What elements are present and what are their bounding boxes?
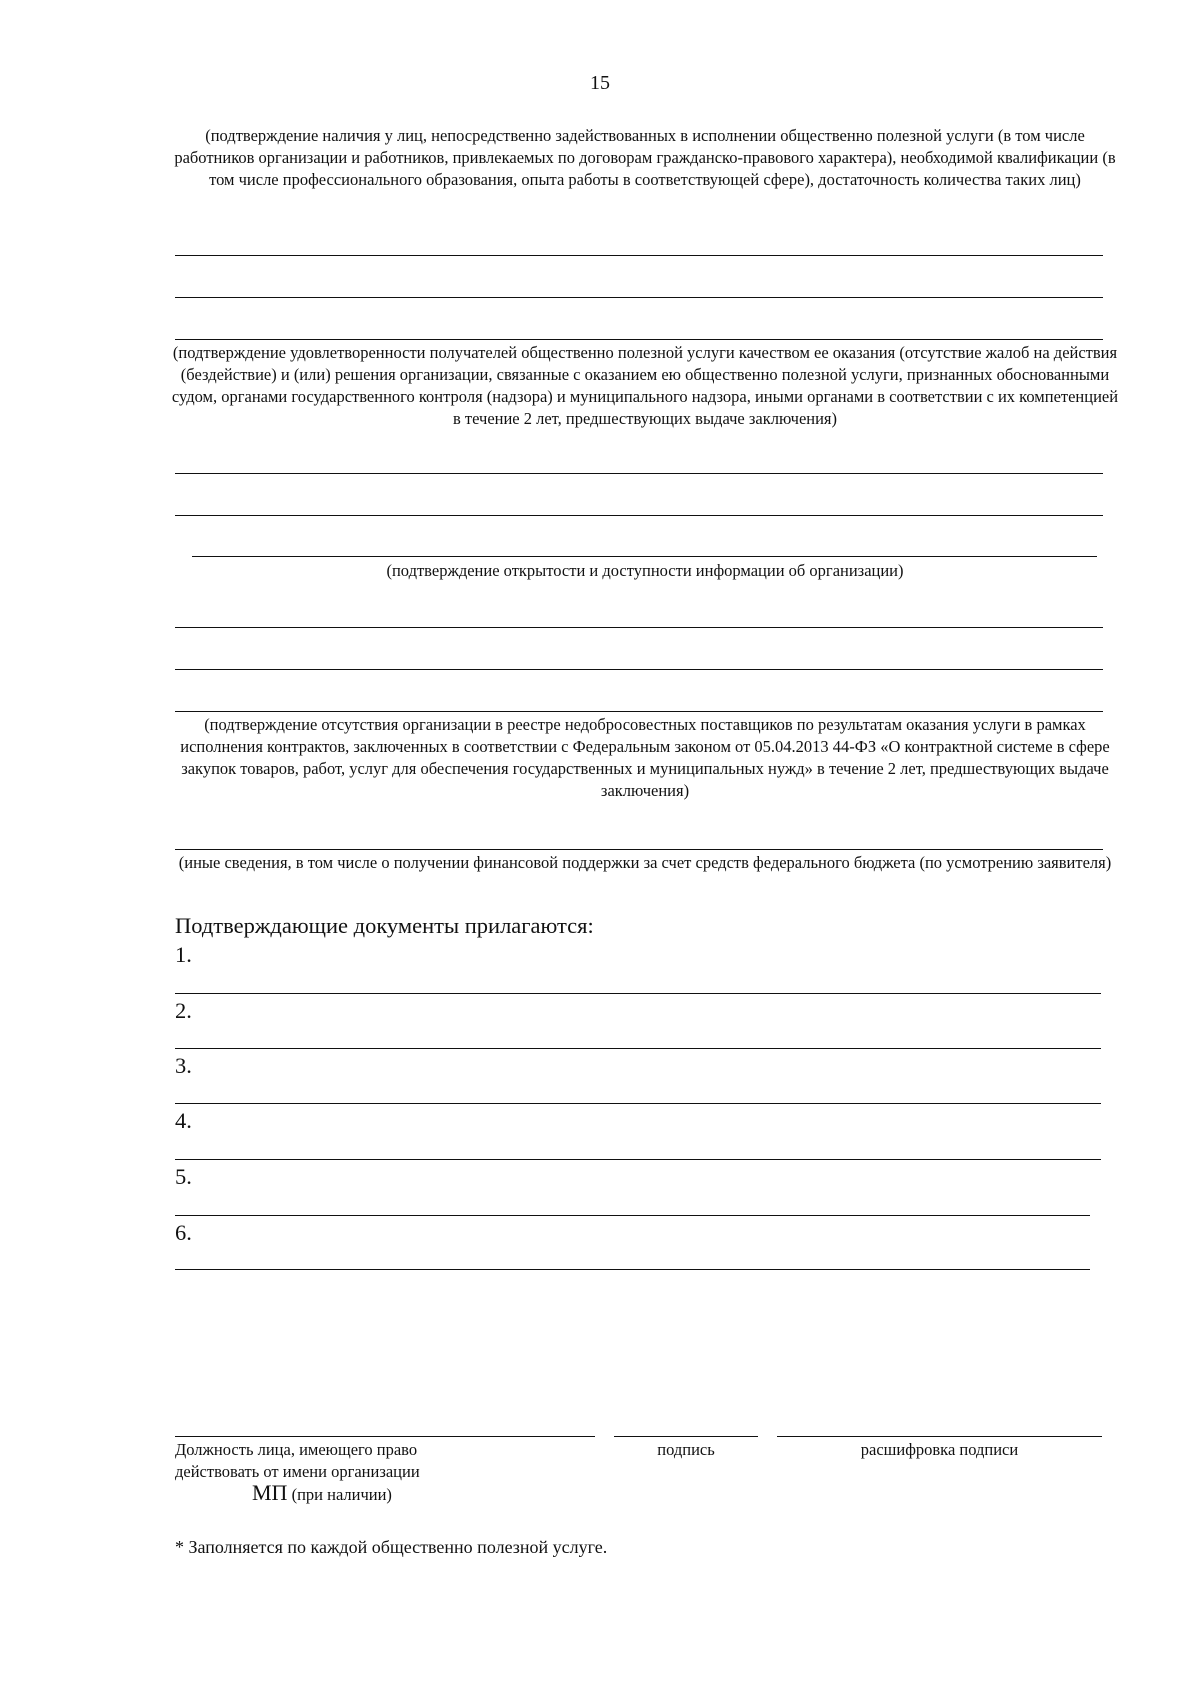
fill-line[interactable] [175, 849, 1103, 850]
caption-other-info: (иные сведения, в том числе о получении финансовой поддержки за счет средств федерального бюджета (по усмотрению заявителя) [178, 853, 1112, 872]
caption-satisfaction: (подтверждение удовлетворенности получателей общественно полезной услуги качеством ее оказания (отсутствие жалоб на действия (бездействие) и (или) решения организации, связанные с оказанием ею общественно полезной услуги, признанных обоснованными судом, органами государственного контроля (надзора) и муниципального надзора, иными органами в соответствии с их компетенцией в течение 2 лет, предшествующих выдаче заключения) [171, 343, 1119, 428]
document-item-line[interactable] [175, 1159, 1101, 1160]
fill-line[interactable] [175, 339, 1103, 340]
fill-line[interactable] [175, 627, 1103, 628]
documents-heading: Подтверждающие документы прилагаются: [175, 913, 594, 938]
signature-line[interactable] [614, 1436, 758, 1437]
stamp-mp-label: МП [252, 1480, 288, 1505]
position-signature-line[interactable] [175, 1436, 595, 1437]
footnote: * Заполняется по каждой общественно полезной услуге. [175, 1537, 608, 1557]
page-number: 15 [590, 72, 610, 94]
fill-line[interactable] [175, 515, 1103, 516]
signature-decryption-line[interactable] [777, 1436, 1102, 1437]
document-item-line[interactable] [175, 993, 1101, 994]
document-item-number: 6. [175, 1220, 192, 1245]
fill-line[interactable] [192, 556, 1097, 557]
document-item-number: 4. [175, 1108, 192, 1133]
document-item-number: 2. [175, 998, 192, 1023]
signature-label: подпись [657, 1440, 715, 1459]
caption-openness: (подтверждение открытости и доступности информации об организации) [386, 561, 904, 580]
document-item-number: 3. [175, 1053, 192, 1078]
caption-staff-qualification: (подтверждение наличия у лиц, непосредственно задействованных в исполнении общественно полезной услуги (в том числе работников организации и работников, привлекаемых по договорам гражданско-правового характера), необходимой квалификации (в том числе профессионального образования, опыта работы в соответствующей сфере), достаточность количества таких лиц) [174, 126, 1116, 189]
stamp-note: (при наличии) [291, 1485, 392, 1504]
document-item-line[interactable] [175, 1103, 1101, 1104]
fill-line[interactable] [175, 297, 1103, 298]
fill-line[interactable] [175, 669, 1103, 670]
document-item-number: 1. [175, 942, 192, 967]
document-item-line[interactable] [175, 1215, 1090, 1216]
fill-line[interactable] [175, 255, 1103, 256]
decryption-label: расшифровка подписи [860, 1440, 1019, 1459]
caption-registry: (подтверждение отсутствия организации в реестре недобросовестных поставщиков по результатам оказания услуги в рамках исполнения контрактов, заключенных в соответствии с Федеральным законом от 05.04.2013 44-ФЗ «О контрактной системе в сфере закупок товаров, работ, услуг для обеспечения государственных и муниципальных нужд» в течение 2 лет, предшествующих выдаче заключения) [180, 715, 1110, 800]
document-item-line[interactable] [175, 1269, 1090, 1270]
stamp-placeholder [252, 1480, 392, 1506]
document-item-number: 5. [175, 1164, 192, 1189]
document-item-line[interactable] [175, 1048, 1101, 1049]
position-label: Должность лица, имеющего право действовать от имени организации [175, 1440, 420, 1481]
fill-line[interactable] [175, 473, 1103, 474]
fill-line[interactable] [175, 711, 1103, 712]
